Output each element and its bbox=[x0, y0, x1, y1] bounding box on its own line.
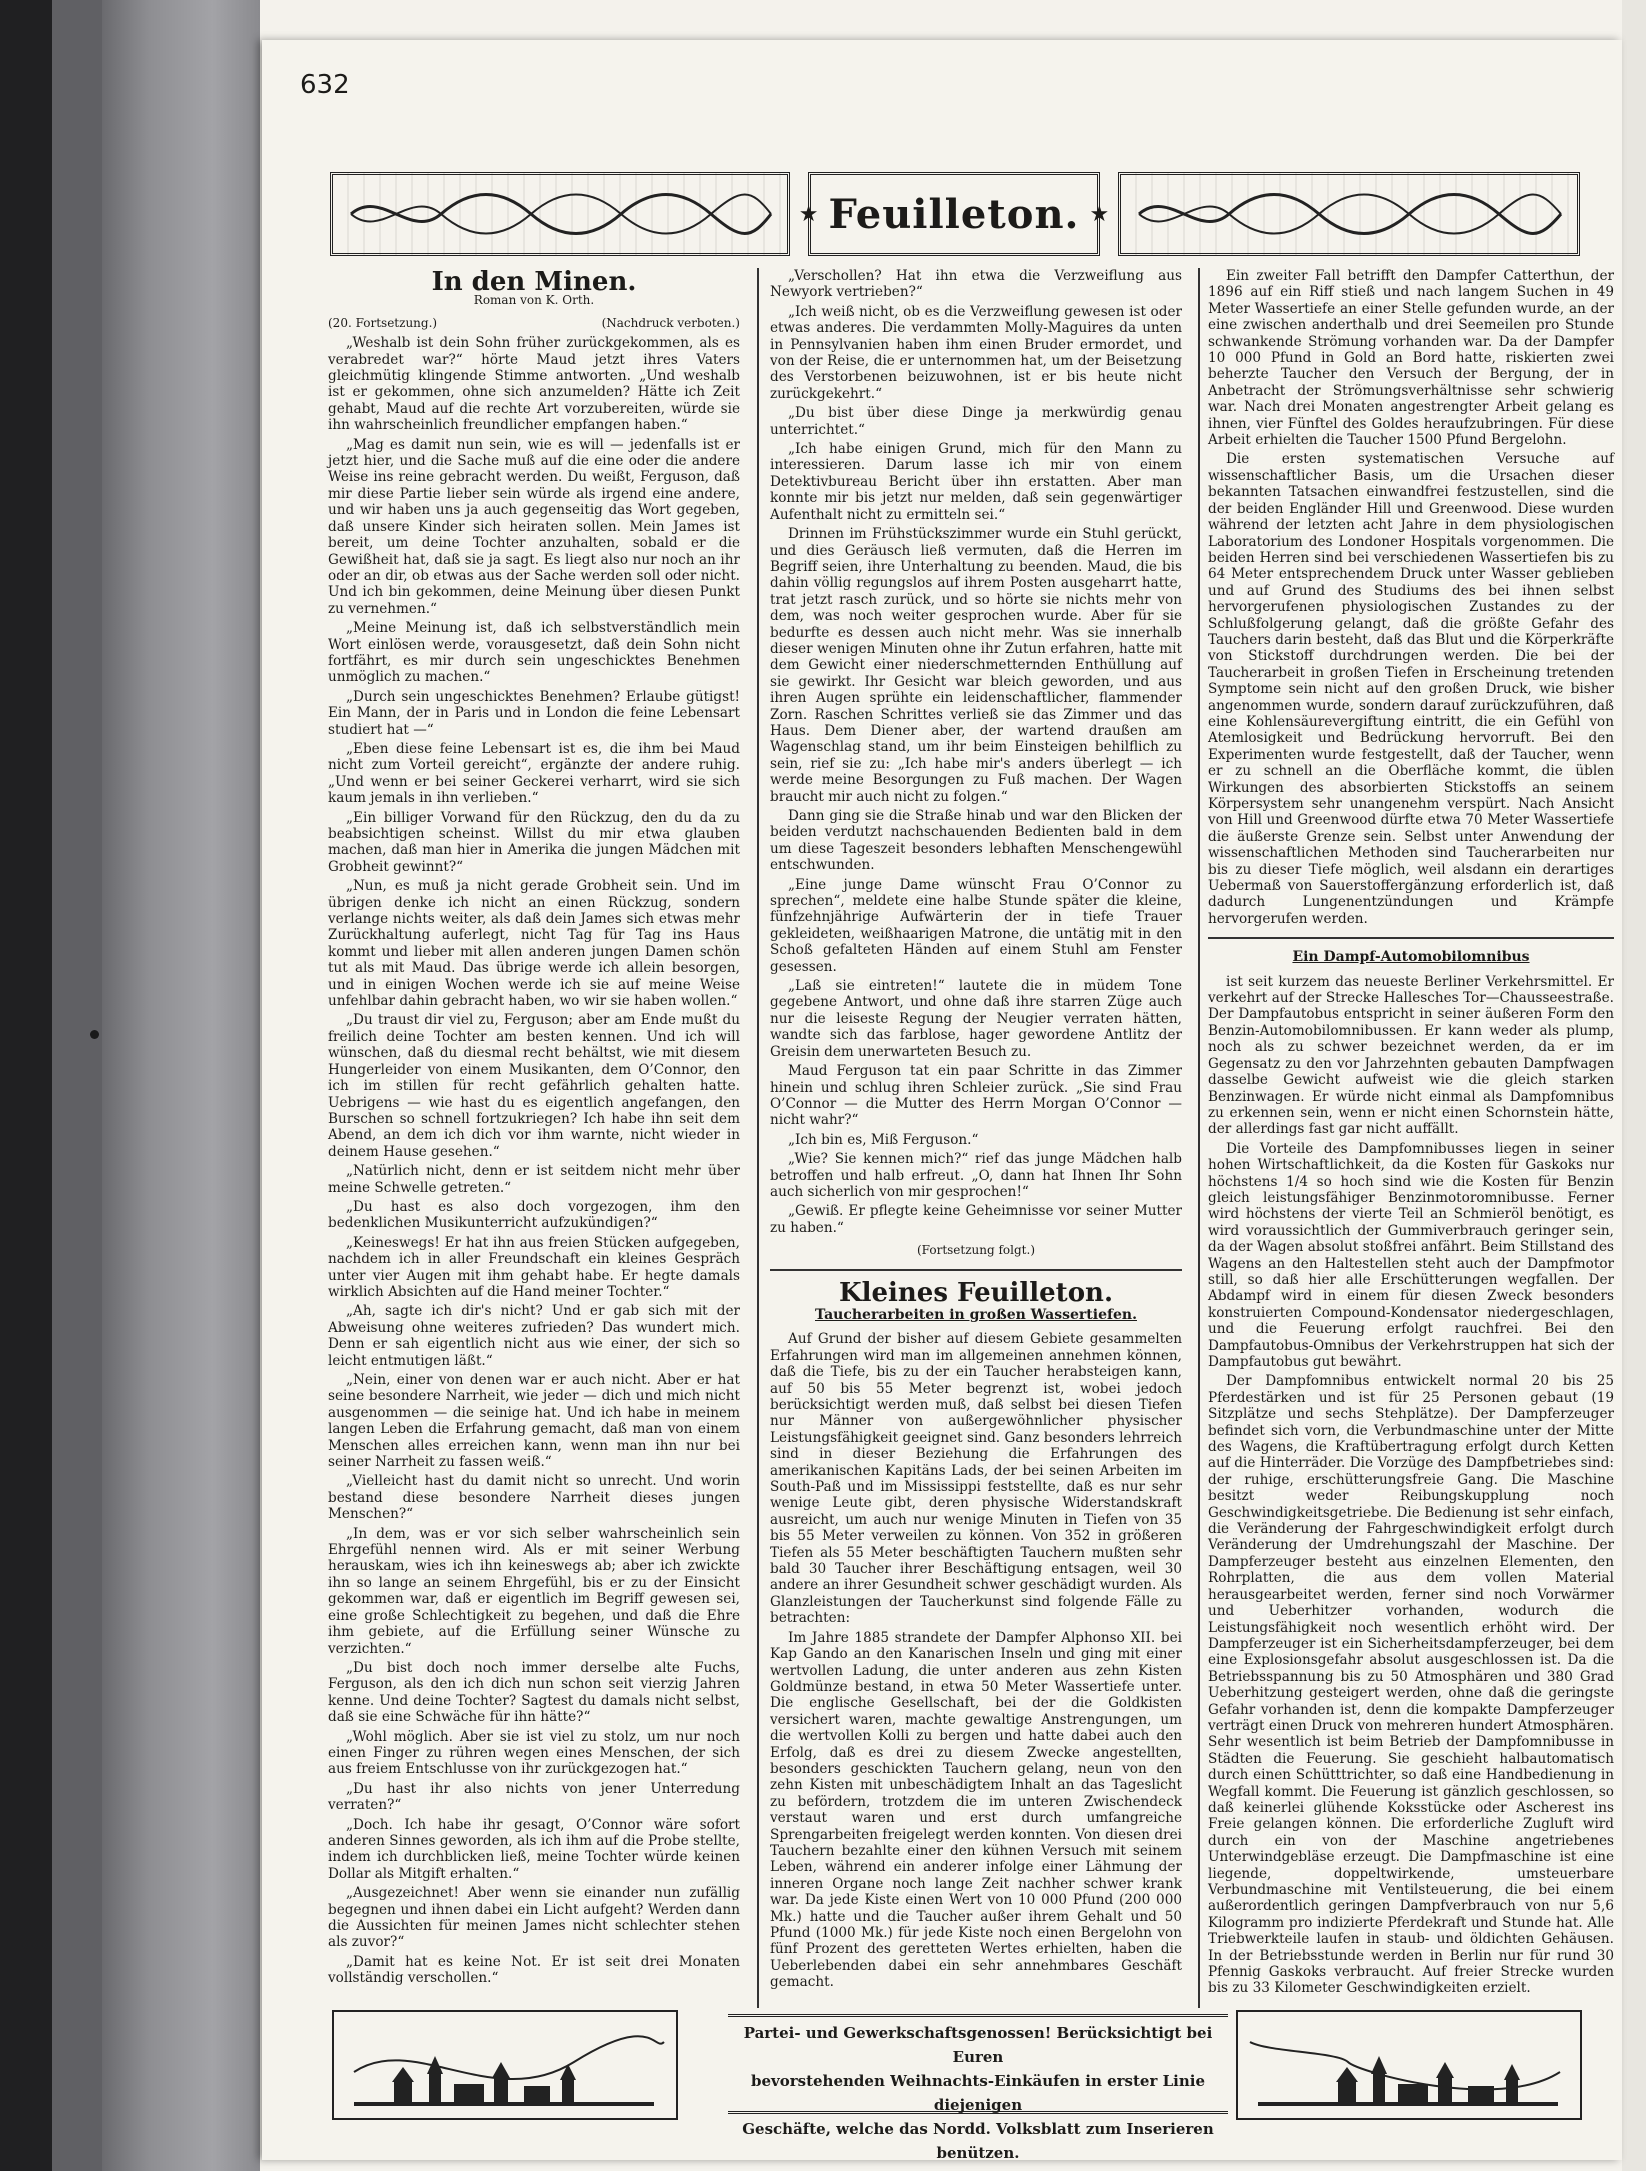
article-title: Taucherarbeiten in großen Wassertiefen. bbox=[815, 1306, 1137, 1323]
story-paragraph: „Ein billiger Vorwand für den Rückzug, den du da zu beabsichtigen scheinst. Willst du mir etwa glauben machen, daß man hier in Amerika die jungen Mädchen mit Grobheit gewinnt?“ bbox=[328, 809, 740, 875]
footer-line: bevorstehenden Weihnachts-Einkäufen in erster Linie diejenigen bbox=[750, 2072, 1205, 2114]
story-paragraph: Maud Ferguson tat ein paar Schritte in das Zimmer hinein und schlug ihren Schleier zurück. „Sie sind Frau O’Connor — die Mutter des Herrn Morgan O’Connor — nicht wahr?“ bbox=[770, 1063, 1182, 1129]
story-paragraph: „Ah, sagte ich dir's nicht? Und er gab sich mit der Abweisung ohne weiteres zufrieden? Das wundert mich. Denn er sah eigentlich nicht aus wie einer, der sich so leicht entmutigen läßt.“ bbox=[328, 1303, 740, 1369]
story-paragraph: „Gewiß. Er pflegte keine Geheimnisse vor seiner Mutter zu haben.“ bbox=[770, 1203, 1182, 1236]
column-rule bbox=[757, 268, 759, 2008]
story-author: Roman von K. Orth. bbox=[473, 293, 595, 308]
reprint-note: (Nachdruck verboten.) bbox=[601, 315, 740, 330]
footer-ad-text bbox=[728, 2014, 1228, 2162]
story-paragraph: „Nun, es muß ja nicht gerade Grobheit sein. Und im übrigen denke ich nicht an einen Rückzug, sondern verlange nichts weiter, als daß dein James sich etwas mehr Zurückhaltung auferlegt, nicht Tag für Tag ins Haus kommt und lieber mit allen anderen jungen Damen schön tut als mit Maud. Das übrige werde ich allein besorgen, und in einigen Wochen werde ich sie auf meine Weise unfehlbar dahin gebracht haben, wo wir sie haben wollen.“ bbox=[328, 878, 740, 1010]
column-rule bbox=[1198, 268, 1200, 2008]
story-paragraph: „Meine Meinung ist, daß ich selbstverständlich mein Wort einlösen werde, vorausgesetzt, daß dein Sohn nicht fortfährt, es mir durch sein ungeschicktes Benehmen unmöglich zu machen.“ bbox=[328, 620, 740, 686]
header-ornament-left bbox=[330, 172, 790, 256]
scroll-ornament-icon bbox=[1129, 183, 1571, 245]
story-paragraph: „Verschollen? Hat ihn etwa die Verzweiflung aus Newyork vertrieben?“ bbox=[770, 268, 1182, 301]
article-paragraph: ist seit kurzem das neueste Berliner Verkehrsmittel. Er verkehrt auf der Strecke Hallesches Tor—Chausseestraße. Der Dampfautobus entspricht in seiner äußeren Form den Benzin-Automobilomnibussen. Er kann weder als plump, noch als zu schwer bezeichnet werden, da er im Gegensatz zu den vor Jahrzehnten gebauten Dampfwagen dasselbe Gewicht aufweist wie die gleich starken Benzinwagen. Er würde nicht einmal als Dampfomnibus zu erkennen sein, wenn er nicht einen Schornstein hätte, der allerdings fast gar nicht auffällt. bbox=[1208, 973, 1614, 1138]
installment-row bbox=[328, 315, 740, 331]
story-paragraph: „Du traust dir viel zu, Ferguson; aber am Ende mußt du freilich deine Tochter am besten kennen. Und ich will wünschen, daß du diesmal recht behältst, wie mit diesem Hungerleider von einem Musikanten, dem O’Connor, den ich im stillen für recht gefährlich gehalten hatte. Uebrigens — wie hast du es eigentlich angefangen, den Burschen so schnell fortzukriegen? Ich habe ihn seit dem Abend, an dem ich dich vor ihm warnte, nicht wieder in deinem Hause gesehen.“ bbox=[328, 1012, 740, 1160]
book-spine bbox=[52, 0, 102, 2171]
article-paragraph: Ein zweiter Fall betrifft den Dampfer Catterthun, der 1896 auf ein Riff stieß und nach langem Suchen in 49 Meter Wassertiefe an einer Stelle gefunden wurde, an der eine zwischen anderthalb und drei Seemeilen pro Stunde schwankende Strömung vorhanden war. Da der Dampfer 10 000 Pfund in Gold an Bord hatte, riskierten zwei beherzte Taucher den Versuch der Bergung, der in Anbetracht der Strömungsverhältnisse sehr schwierig war. Nach drei Monaten angestrengter Arbeit gelang es ihnen, vier Fünftel des Goldes heraufzubringen. Für diese Arbeit erhielten die Taucher 1500 Pfund Bergelohn. bbox=[1208, 268, 1614, 449]
town-silhouette-icon bbox=[334, 2012, 676, 2118]
story-paragraph: „Eine junge Dame wünscht Frau O’Connor zu sprechen“, meldete eine halbe Stunde später die kleine, fünfzehnjährige Aufwärterin der in tiefe Trauer gekleideten, weißhaarigen Matrone, die untätig mit in den Schoß gefalteten Händen auf einem Stuhl am Fenster gesessen. bbox=[770, 876, 1182, 975]
column-1 bbox=[328, 268, 740, 1990]
story-paragraph: „Ich habe einigen Grund, mich für den Mann zu interessieren. Darum lasse ich mir von einem Detektivbureau Bericht über ihn erstatten. Aber man konnte mir bis jetzt nur melden, daß sein gegenwärtiger Aufenthalt nicht zu ermitteln sei.“ bbox=[770, 441, 1182, 523]
story-paragraph: Drinnen im Frühstückszimmer wurde ein Stuhl gerückt, und dies Geräusch ließ vermuten, daß die Herren im Begriff seien, ihre Unterhaltung zu beenden. Maud, die bis dahin völlig regungslos auf ihrem Posten ausgeharrt hatte, trat jetzt rasch zurück, und so hörte sie nichts mehr von dem, was noch weiter gesprochen wurde. Aber für sie bedurfte es dessen auch nicht mehr. Was sie innerhalb dieser wenigen Minuten ohne ihr Zutun erfahren, hatte mit dem Gewicht einer niederschmetternden Enthüllung auf sie gewirkt. Ihr Gesicht war bleich geworden, und aus ihren Augen sprühte ein leidenschaftlicher, flammender Zorn. Raschen Schrittes verließ sie das Zimmer und das Haus. Dem Diener aber, der wartend draußen am Wagenschlag stand, um ihr beim Einsteigen behilflich zu sein, rief sie zu: „Ich habe mir's anders überlegt — ich werde meine Besorgungen zu Fuß machen. Der Wagen braucht mir auch nicht zu folgen.“ bbox=[770, 526, 1182, 805]
story-paragraph: „Ausgezeichnet! Aber wenn sie einander nun zufällig begegnen und ihnen dabei ein Licht aufgeht? Werden dann die Aussichten für meinen James nicht schlechter stehen als zuvor?“ bbox=[328, 1885, 740, 1951]
footer-banner bbox=[332, 2010, 1582, 2162]
story-paragraph: „Mag es damit nun sein, wie es will — jedenfalls ist er jetzt hier, und die Sache muß auf die eine oder die andere Weise ins reine gebracht werden. Du weißt, Ferguson, daß mir diese Partie lieber sein würde als irgend eine andere, und wir haben uns ja auch gegenseitig das Wort gegeben, daß unsere Kinder sich heiraten sollen. Mein James ist bereit, um deine Tochter anzuhalten, sobald er die Gewißheit hat, daß sie ja sagt. Es liegt also nur noch an ihr oder an dir, ob etwas aus der Sache werden soll oder nicht. Und ich bin gekommen, deine Meinung über diesen Punkt zu vernehmen.“ bbox=[328, 436, 740, 617]
story-paragraph: „Du hast es also doch vorgezogen, ihm den bedenklichen Musikunterricht aufzukündigen?“ bbox=[328, 1198, 740, 1232]
footer-line: Partei- und Gewerkschaftsgenossen! Berücksichtigt bei Euren bbox=[743, 2024, 1213, 2066]
town-silhouette-icon bbox=[1238, 2012, 1580, 2118]
story-paragraph: „Natürlich nicht, denn er ist seitdem nicht mehr über meine Schwelle getreten.“ bbox=[328, 1163, 740, 1196]
column-2 bbox=[770, 268, 1182, 1994]
to-be-continued: (Fortsetzung folgt.) bbox=[917, 1243, 1035, 1258]
story-paragraph: „Damit hat es keine Not. Er ist seit drei Monaten vollständig verschollen.“ bbox=[328, 1953, 740, 1987]
story-paragraph: „Durch sein ungeschicktes Benehmen? Erlaube gütigst! Ein Mann, der in Paris und in London die feine Lebensart studiert hat —“ bbox=[328, 688, 740, 738]
header-ornament-right bbox=[1118, 172, 1580, 256]
story-paragraph: „Laß sie eintreten!“ lautete die in müdem Tone gegebene Antwort, und ohne daß ihre starren Züge auch nur die leiseste Regung der Neugier verraten hätten, wandte sich das farblose, hager gewordene Antlitz der Greisin dem unerwarteten Besuch zu. bbox=[770, 978, 1182, 1060]
scroll-ornament-icon bbox=[341, 183, 781, 245]
story-paragraph: „Ich bin es, Miß Ferguson.“ bbox=[788, 1131, 979, 1148]
story-paragraph: „Vielleicht hast du damit nicht so unrecht. Und worin bestand diese besondere Narrheit dieses jungen Menschen?“ bbox=[328, 1473, 740, 1523]
binding-cloth bbox=[102, 0, 260, 2171]
story-paragraph: Dann ging sie die Straße hinab und war den Blicken der beiden verdutzt nachschauenden Bedienten bald in dem um diese Tageszeit besonders lebhaften Menschengewühl entschwunden. bbox=[770, 808, 1182, 874]
installment-number: (20. Fortsetzung.) bbox=[328, 315, 438, 330]
article-paragraph: Die Vorteile des Dampfomnibusses liegen in seiner hohen Wirtschaftlichkeit, da die Kosten für Gaskoks nur höchstens 1/4 so hoch sind wie die Kosten für Benzin gleich leistungsfähiger Benzinmotoromnibusse. Ferner wird höchstens der vierte Teil an Schmieröl benötigt, es wird voraussichtlich der Gummiverbrauch geringer sein, da der Wagen absolut stoßfrei anfährt. Beim Stillstand des Wagens an den Haltestellen steht auch der Dampfmotor still, so daß hier alle Erschütterungen wegfallen. Der Abdampf wird in einem für diesen Zweck besonders konstruierten Compound-Kondensator niedergeschlagen, und die Feuerung erfolgt rauchfrei. Bei den Dampfautobus-Omnibus der Verkehrstruppen hat sich der Dampfautobus gut bewährt. bbox=[1208, 1140, 1614, 1370]
column-3 bbox=[1208, 268, 1614, 2000]
footer-line: Geschäfte, welche das Nordd. Volksblatt zum Inserieren benützen. bbox=[742, 2120, 1214, 2162]
article-paragraph: Die ersten systematischen Versuche auf wissenschaftlicher Basis, um die Ursachen dieser bekannten Tatsachen einwandfrei festzustellen, sind die der beiden Engländer Hill und Greenwood. Diese wurden während der letzten acht Jahre in dem physiologischen Laboratorium des Londoner Hospitals vorgenommen. Die beiden Herren sind bei verschiedenen Wassertiefen bis zu 64 Meter entsprechendem Druck unter Wasser geblieben und auf Grund des Studiums des bei ihnen selbst hervorgerufenen physiologischen Zustandes zu der Schlußfolgerung gelangt, daß die größte Gefahr des Tauchers darin besteht, daß das Blut und die Körperkräfte von Stickstoff durchdrungen werden. Die bei der Taucherarbeit in großen Tiefen in Erscheinung tretenden Symptome sein nicht auf den großen Druck, wie bisher angenommen wurde, sondern darauf zurückzuführen, daß eine Kohlensäurevergiftung eintritt, die ein Gefühl von Atemlosigkeit und Bedrückung hervorruft. Bei den Experimenten wurde festgestellt, daß der Taucher, wenn er zu schnell an die Oberfläche kommt, die üblen Wirkungen des absorbierten Stickstoffs an seinem Körpersystem sehr unangenehm verspürt. Nach Ansicht von Hill und Greenwood dürfte etwa 70 Meter Wassertiefe die äußerste Grenze sein. Selbst unter Anwendung der wissenschaftlichen Methoden sind Taucherarbeiten nur bis zu dieser Tiefe möglich, weil alsdann ein derartiges Uebermaß von Sauerstoffergänzung erforderlich ist, daß dadurch Lungenentzündungen und Krämpfe hervorgerufen werden. bbox=[1208, 451, 1614, 927]
page-number: 632 bbox=[300, 70, 350, 100]
story-paragraph: „Du bist doch noch immer derselbe alte Fuchs, Ferguson, als den ich dich nun schon seit vierzig Jahren kenne. Und deine Tochter? Sagtest du damals nicht selbst, daß sie eine Schwäche für ihn hätte?“ bbox=[328, 1659, 740, 1726]
story-paragraph: „In dem, was er vor sich selber wahrscheinlich sein Ehrgefühl nennen wird. Als er mit seiner Werbung herauskam, wies ich ihn keineswegs ab; aber ich zwickte ihn so lange an seinem Ehrgefühl, bis er zu der Einsicht gekommen war, daß er eigentlich im Begriff gewesen sei, eine große Schlechtigkeit zu begehen, und daß die Ehre ihm gebiete, auf die Erfüllung seiner Wünsche zu verzichten.“ bbox=[328, 1525, 740, 1657]
story-paragraph: „Ich weiß nicht, ob es die Verzweiflung gewesen ist oder etwas anderes. Die verdammten Molly-Maguires da unten in Pennsylvanien haben ihm einen Bruder ermordet, und von der Reise, die er unternommen hat, um der Beisetzung des Verstorbenen beizuwohnen, ist er bis heute nicht zurückgekehrt.“ bbox=[770, 303, 1182, 402]
page-edge bbox=[1622, 0, 1646, 2171]
article-separator bbox=[1208, 937, 1614, 939]
binding-hole bbox=[90, 1030, 99, 1039]
feuilleton-masthead bbox=[330, 172, 1580, 256]
article-paragraph: Der Dampfomnibus entwickelt normal 20 bis 25 Pferdestärken und ist für 25 Personen gebaut (19 Sitzplätze und sechs Stehplätze). Der Dampferzeuger befindet sich vorn, die Verbundmaschine unter der Mitte des Wagens, die Kraftübertragung erfolgt durch Ketten auf die Hinterräder. Die Vorzüge des Dampfbetriebes sind: der ruhige, erschütterungsfreie Gang. Die Maschine besitzt weder Reibungskupplung noch Geschwindigkeitsgetriebe. Die Bedienung ist sehr einfach, die Veränderung der Fahrgeschwindigkeit erfolgt durch Veränderung der Umdrehungszahl der Maschine. Der Dampferzeuger besteht aus einzelnen Elementen, den Rohrplatten, die aus dem vollen Material herausgearbeitet werden, ferner sind noch Vorwärmer und Ueberhitzer vorhanden, wodurch die Leistungsfähigkeit noch wesentlich erhöht wird. Der Dampferzeuger ist ein Sicherheitsdampferzeuger, bei dem eine Explosionsgefahr absolut ausgeschlossen ist. Da die Betriebsspannung bis zu 50 Atmosphären und 380 Grad Ueberhitzung gesteigert werden, ohne daß die geringste Gefahr vorhanden ist, denn die kompakte Dampferzeuger verträgt einen Druck von mehreren hundert Atmosphären. Sehr wesentlich ist beim Betrieb der Dampfomnibusse in Städten die Feuerung. Sie geschieht halbautomatisch durch einen Schütttrichter, so daß eine Handbedienung in Wegfall kommt. Die Feuerung ist gänzlich geschlossen, so daß keinerlei glühende Koksstücke oder Ascherest ins Freie gelangen können. Die erforderliche Zugluft wird durch ein von der Maschine angetriebenes Unterwindgebläse erzeugt. Die Dampfmaschine ist eine liegende, doppeltwirkende, umsteuerbare Verbundmaschine mit Ventilsteuerung, die bei einem außerordentlich geringen Dampfverbrauch von nur 5,6 Kilogramm pro indizierte Pferdekraft und Stunde hat. Alle Triebwerkteile laufen in staub- und öldichten Gehäusen. In der Betriebsstunde werden in Berlin nur für rund 30 Pfennig Gaskoks verbraucht. Auf freier Strecke wurden bis zu 33 Kilometer Geschwindigkeiten erzielt. bbox=[1208, 1373, 1614, 1997]
footer-ornament-right bbox=[1236, 2010, 1582, 2120]
footer-ornament-left bbox=[332, 2010, 678, 2120]
section-heading: Feuilleton. bbox=[828, 190, 1080, 238]
star-icon: ★ bbox=[798, 201, 819, 227]
story-paragraph: „Doch. Ich habe ihr gesagt, O’Connor wäre sofort anderen Sinnes geworden, als ich ihm auf die Probe stellte, indem ich durchblicken ließ, meine Tochter würde keinen Dollar als Mitgift erhalten.“ bbox=[328, 1816, 740, 1882]
story-paragraph: „Wie? Sie kennen mich?“ rief das junge Mädchen halb betroffen und halb erfreut. „O, dann hat Ihnen Ihr Sohn auch sicherlich von mir gesprochen!“ bbox=[770, 1151, 1182, 1200]
story-title: In den Minen. bbox=[431, 267, 637, 297]
article-paragraph: Im Jahre 1885 strandete der Dampfer Alphonso XII. bei Kap Gando an den Kanarischen Inseln und ging mit einer wertvollen Ladung, die unter anderen aus zehn Kisten Goldmünze bestand, in etwa 50 Meter Wassertiefe unter. Die englische Gesellschaft, bei der die Goldkisten versichert waren, machte gewaltige Anstrengungen, um die wertvollen Kolli zu bergen und hatte dabei auch den Erfolg, daß es drei zu diesem Zwecke angestellten, besonders geschickten Tauchern gelang, neun von den zehn Kisten mit unbeschädigtem Inhalt an das Tageslicht zu befördern, trotzdem die im unteren Zwischendeck verstaut waren und erst durch umfangreiche Sprengarbeiten freigelegt werden konnten. Von diesen drei Tauchern bezahlte einer den kühnen Versuch mit seinem Leben, während ein anderer infolge einer Lähmung der inneren Organe noch lange Zeit nachher schwer krank war. Da jede Kiste einen Wert von 10 000 Pfund (200 000 Mk.) hatte und die Taucher außer ihrem Gehalt und 50 Pfund (1000 Mk.) für jede Kiste noch einen Bergelohn von fünf Prozent des geretteten Wertes erhielten, haben die Ueberlebenden dabei ein sehr annehmbares Geschäft gemacht. bbox=[770, 1629, 1182, 1991]
story-paragraph: „Nein, einer von denen war er auch nicht. Aber er hat seine besondere Narrheit, wie jeder — dich und mich nicht ausgenommen — die seinige hat. Und ich habe in meinem langen Leben die Erfahrung gemacht, daß man von einem Menschen alles erreichen kann, wenn man ihn nur bei seiner Narrheit zu fassen weiß.“ bbox=[328, 1372, 740, 1471]
story-paragraph: „Du bist über diese Dinge ja merkwürdig genau unterrichtet.“ bbox=[770, 405, 1182, 438]
book-binding bbox=[0, 0, 52, 2171]
star-icon: ★ bbox=[1089, 201, 1110, 227]
feuilleton-title-box bbox=[798, 172, 1110, 256]
article-title: Ein Dampf-Automobilomnibus bbox=[1292, 949, 1530, 966]
story-paragraph: „Wohl möglich. Aber sie ist viel zu stolz, um nur noch einen Finger zu rühren wegen eines Menschen, der sich aus freiem Entschlusse von ihr zurückgezogen hat.“ bbox=[328, 1728, 740, 1778]
story-paragraph: „Du hast ihr also nichts von jener Unterredung verraten?“ bbox=[328, 1780, 740, 1814]
kleines-feuilleton-heading: Kleines Feuilleton. bbox=[770, 1269, 1182, 1301]
story-paragraph: „Keineswegs! Er hat ihn aus freien Stücken aufgegeben, nachdem ich in aller Freundschaft ein kleines Gespräch unter vier Augen mit ihm gehabt habe. Er hegte damals wirklich Absichten auf die Hand meiner Tochter.“ bbox=[328, 1234, 740, 1300]
story-paragraph: „Eben diese feine Lebensart ist es, die ihm bei Maud nicht zum Vorteil gereicht“, ergänzte der andere ruhig. „Und wenn er bei seiner Geckerei verharrt, wird sie sich kaum jemals in ihn verlieben.“ bbox=[328, 740, 740, 807]
article-paragraph: Auf Grund der bisher auf diesem Gebiete gesammelten Erfahrungen wird man im allgemeinen annehmen können, daß die Tiefe, bis zu der ein Taucher herabsteigen kann, auf 50 bis 55 Meter begrenzt ist, wobei jedoch berücksichtigt werden muß, daß selbst bei diesen Tiefen nur Männer von außergewöhnlicher physischer Leistungsfähigkeit geeignet sind. Ganz besonders lehrreich sind in dieser Beziehung die Erfahrungen des amerikanischen Kapitäns Lads, der bei seinen Arbeiten im South-Paß und im Mississippi feststellte, daß es nur sehr wenige Leute gibt, deren physische Widerstandskraft ausreicht, um auch nur wenige Minuten in Tiefen von 35 bis 55 Meter verweilen zu können. Von 352 in größeren Tiefen als 55 Meter beschäftigten Tauchern mußten sehr bald 30 Taucher ihrer Beschäftigung entsagen, weil 30 andere an ihrer Gesundheit schwer geschädigt wurden. Als Glanzleistungen der Taucherkunst sind folgende Fälle zu betrachten: bbox=[770, 1331, 1182, 1627]
story-paragraph: „Weshalb ist dein Sohn früher zurückgekommen, als es verabredet war?“ hörte Maud jetzt ihres Vaters gleichmütig klingende Stimme antworten. „Und weshalb ist er gekommen, ohne sich anzumelden? Hätte ich Zeit gehabt, Maud auf die rechte Art vorzubereiten, würde sie ihn wahrscheinlich freundlicher empfangen haben.“ bbox=[328, 335, 740, 434]
